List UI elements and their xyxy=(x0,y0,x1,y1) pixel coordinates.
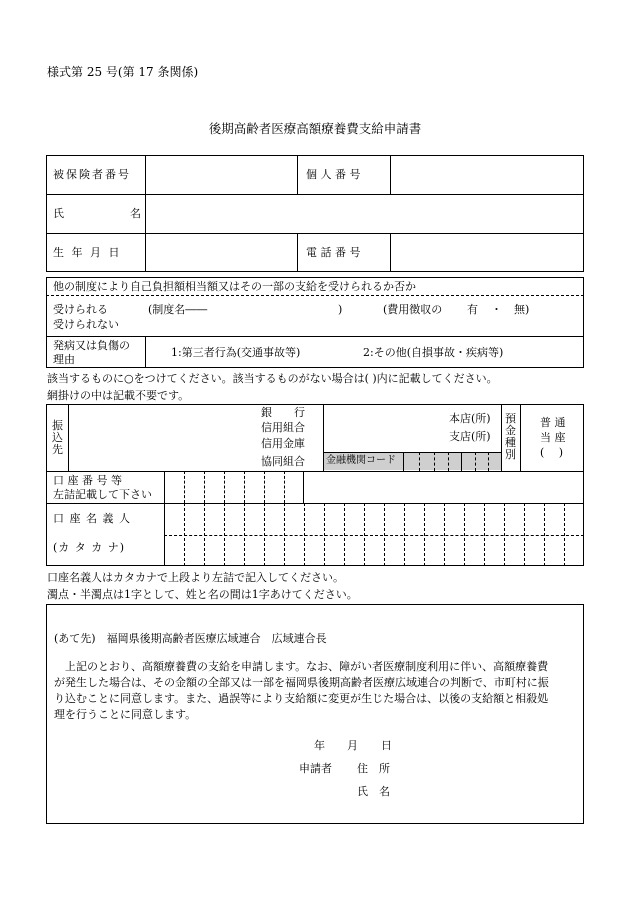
branch-option[interactable]: 支店(所) xyxy=(449,430,491,443)
address-label: 住 所 xyxy=(357,762,390,775)
account-number-label: 口 座 番 号 等 xyxy=(53,474,122,487)
personal-number-field[interactable] xyxy=(391,156,583,193)
signature-name-field[interactable] xyxy=(410,782,578,800)
institution-type-bank[interactable]: 銀 行 xyxy=(261,406,305,419)
bank-name-field[interactable] xyxy=(69,405,259,470)
transfer-char-2: 込 xyxy=(52,431,63,444)
name-label-first: 氏 xyxy=(53,207,64,220)
account-holder-label: 口 座 名 義 人 xyxy=(53,512,131,525)
deposit-other-option[interactable]: ( ) xyxy=(540,446,564,459)
declaration-line-1: 上記のとおり、高額療養費の支給を申請します。なお、障がい者医療制度利用に伴い、高額療養費 xyxy=(54,660,549,673)
account-holder-field[interactable] xyxy=(165,504,583,565)
declaration-line-4: 理を行うことに同意します。 xyxy=(54,708,197,721)
deposit-type-char-1: 預 xyxy=(505,412,516,425)
transfer-char-1: 振 xyxy=(52,419,63,432)
system-name-close: ) xyxy=(338,303,343,316)
address-field[interactable] xyxy=(410,759,578,777)
institution-code-label: 金融機関コード xyxy=(326,455,396,466)
name-label-last: 名 xyxy=(130,207,141,220)
system-name-open: (制度名―― xyxy=(148,303,208,316)
institution-type-credit-union[interactable]: 信用組合 xyxy=(261,421,305,434)
name-field[interactable] xyxy=(146,195,583,232)
katakana-label: (カ タ カ ナ) xyxy=(53,541,126,554)
katakana-note: 口座名義人はカタカナで上段より左詰で記入してください。 xyxy=(47,571,344,584)
voicing-note: 濁点・半濁点は1字として、姓と名の間は1字あけてください。 xyxy=(47,588,358,601)
form-number: 様式第 25 号(第 17 条関係) xyxy=(47,65,199,79)
deposit-type-char-3: 種 xyxy=(505,436,516,449)
institution-type-shinkin[interactable]: 信用金庫 xyxy=(261,437,305,450)
cause-option-third-party[interactable]: 1:第三者行為(交通事故等) xyxy=(171,346,301,359)
receivable-option[interactable]: 受けられる xyxy=(53,303,108,316)
main-branch-option[interactable]: 本店(所) xyxy=(449,412,491,425)
date-day-label: 日 xyxy=(381,739,392,752)
phone-label: 電 話 番 号 xyxy=(306,246,361,259)
circle-instruction: 該当するものに○をつけてください。該当するものがない場合は( )内に記載してください。 xyxy=(47,372,498,385)
date-month-label: 月 xyxy=(347,739,358,752)
insured-number-field[interactable] xyxy=(146,156,296,193)
branch-name-field[interactable] xyxy=(324,405,448,451)
shaded-area-note: 網掛けの中は記載不要です。 xyxy=(47,389,190,402)
cause-label-line2: 理由 xyxy=(53,353,75,366)
deposit-ordinary-option[interactable]: 普 通 xyxy=(540,416,566,429)
cause-option-other[interactable]: 2:その他(自損事故・疾病等) xyxy=(363,346,504,359)
insured-number-label: 被保険者番号 xyxy=(53,168,131,181)
birthdate-field[interactable] xyxy=(146,234,296,271)
application-date-field[interactable] xyxy=(270,736,400,754)
applicant-label: 申請者 xyxy=(299,762,332,775)
deposit-type-char-2: 金 xyxy=(505,424,516,437)
date-year-label: 年 xyxy=(314,739,325,752)
declaration-line-3: り込むことに同意します。また、過誤等により支給額に変更が生じた場合は、以後の支給額と相殺処 xyxy=(54,692,549,705)
personal-number-label: 個 人 番 号 xyxy=(306,168,361,181)
form-title: 後期高齢者医療高額療養費支給申請書 xyxy=(208,121,422,136)
deposit-current-option[interactable]: 当 座 xyxy=(540,431,566,444)
cost-separator: ・ xyxy=(491,303,502,316)
cost-collection-label: (費用徴収の xyxy=(383,303,443,316)
other-system-question: 他の制度により自己負担額相当額又はその一部の支給を受けられるか否か xyxy=(53,280,416,293)
transfer-char-3: 先 xyxy=(52,443,63,456)
addressee: (あて先) 福岡県後期高齢者医療広域連合 広域連合長 xyxy=(54,632,327,645)
institution-type-cooperative[interactable]: 協同組合 xyxy=(261,455,305,468)
signature-name-label: 氏 名 xyxy=(357,785,390,798)
declaration-line-2: が発生した場合は、その金額の全部又は一部を福岡県後期高齢者医療広域連合の判断で、市町村に振 xyxy=(54,676,549,689)
deposit-type-char-4: 別 xyxy=(505,448,516,461)
birthdate-label: 生 年 月 日 xyxy=(53,246,122,259)
cost-no-option[interactable]: 無) xyxy=(514,303,530,316)
cost-yes-option[interactable]: 有 xyxy=(467,303,478,316)
cause-label-line1: 発病又は負傷の xyxy=(53,339,130,352)
account-number-hint: 左詰記載して下さい xyxy=(53,488,152,501)
phone-field[interactable] xyxy=(391,234,583,271)
account-number-field[interactable] xyxy=(165,472,303,502)
not-receivable-option[interactable]: 受けられない xyxy=(53,318,119,331)
